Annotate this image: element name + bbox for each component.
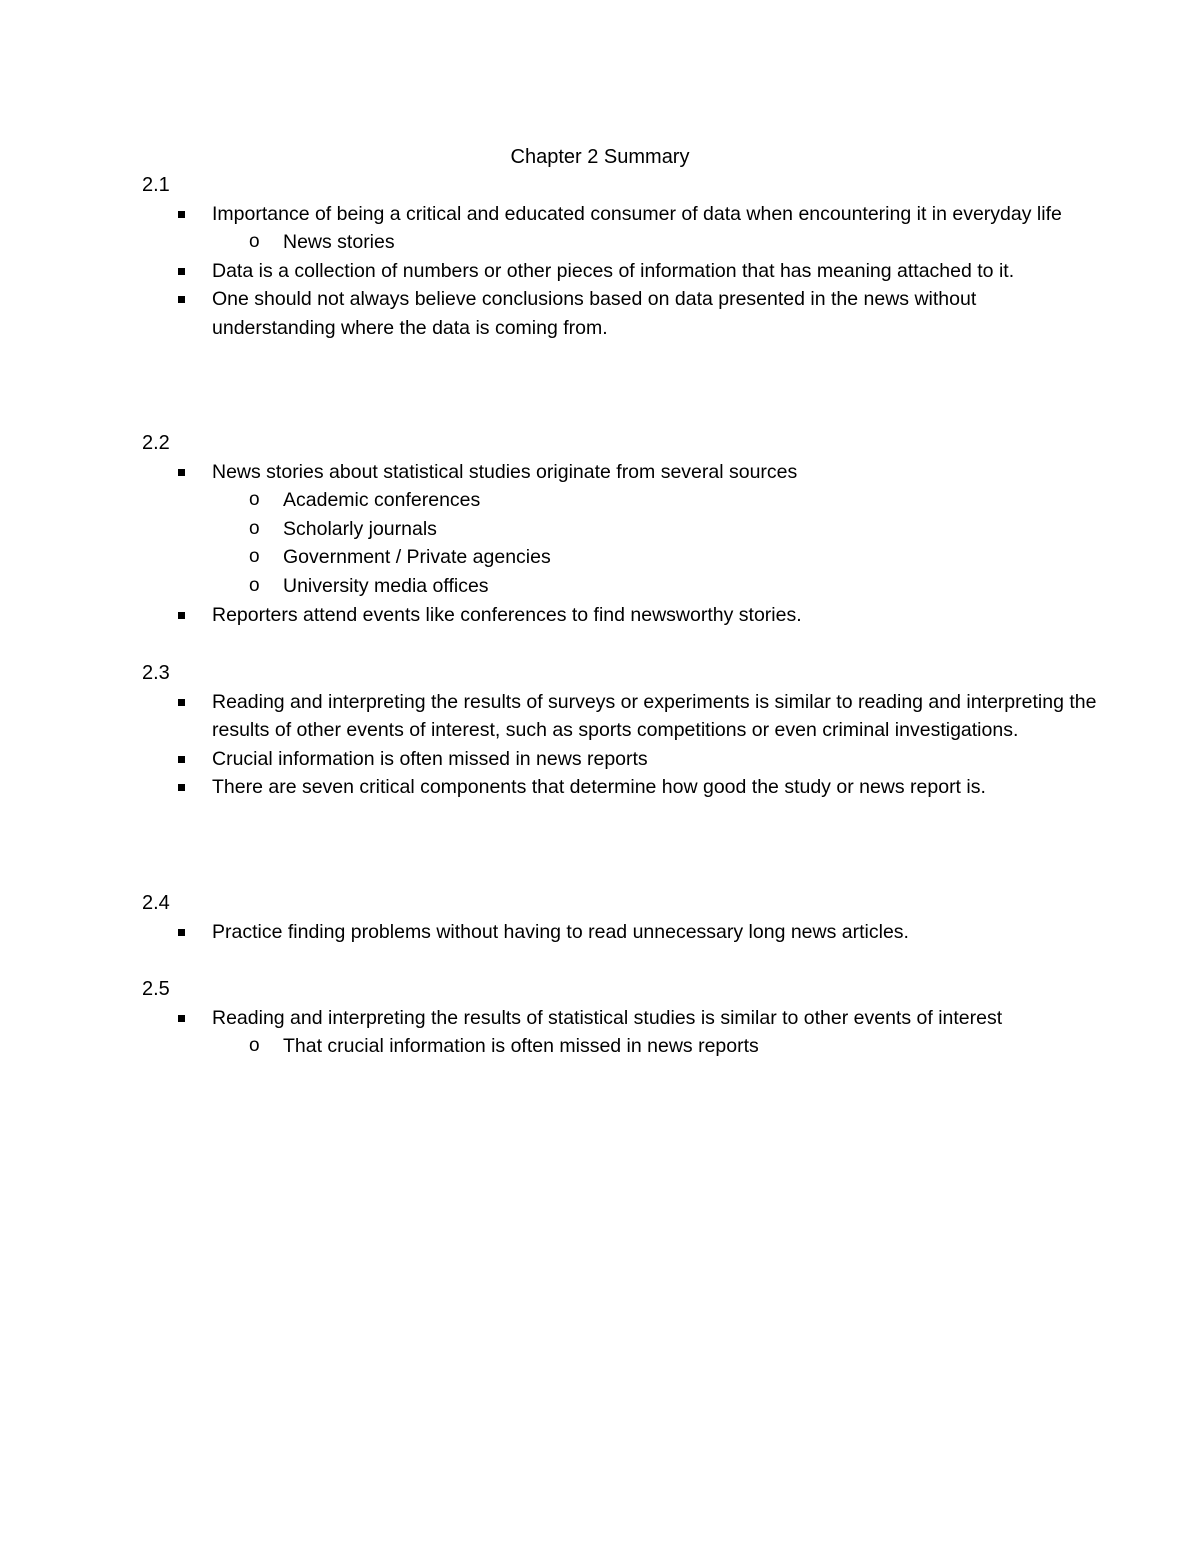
- square-bullet-icon: [178, 1004, 188, 1033]
- list-item: [212, 601, 1102, 630]
- list-item: [212, 688, 1102, 745]
- list-item-text: Importance of being a critical and educated consumer of data when encountering it in everyday life: [212, 202, 1062, 225]
- circle-bullet-icon: o: [249, 1035, 260, 1057]
- section-2-3: [142, 659, 1102, 802]
- square-bullet-icon: [178, 918, 188, 947]
- section-2-2: [142, 429, 1102, 629]
- bullet-list: [142, 1004, 1102, 1061]
- list-item-text: News stories about statistical studies originate from several sources: [212, 460, 798, 483]
- circle-bullet-icon: o: [249, 517, 260, 539]
- square-bullet-icon: [178, 688, 188, 717]
- square-bullet-icon: [178, 458, 188, 487]
- sub-list-item: [249, 228, 1102, 257]
- list-item-text: Reading and interpreting the results of statistical studies is similar to other events of interest: [212, 1006, 1003, 1029]
- sub-list: [212, 486, 1102, 600]
- sub-list-item: [249, 543, 1102, 572]
- list-item: [212, 200, 1102, 257]
- circle-bullet-icon: o: [249, 574, 260, 596]
- list-item-text: Data is a collection of numbers or other pieces of information that has meaning attached to it.: [212, 259, 1015, 282]
- section-heading: 2.4: [142, 892, 170, 914]
- list-item: [212, 1004, 1102, 1061]
- section-heading: 2.1: [142, 174, 170, 196]
- sub-list-item-text: Government / Private agencies: [283, 546, 551, 569]
- sub-list-item: [249, 1032, 1102, 1061]
- square-bullet-icon: [178, 773, 188, 802]
- list-item-text: Reporters attend events like conferences to find newsworthy stories.: [212, 603, 802, 626]
- list-item: [212, 257, 1102, 286]
- list-item: [212, 458, 1102, 601]
- sub-list: [212, 228, 1102, 257]
- square-bullet-icon: [178, 601, 188, 630]
- section-heading: 2.5: [142, 978, 170, 1000]
- section-2-1: [142, 171, 1102, 343]
- list-item: [212, 745, 1102, 774]
- sub-list-item: [249, 515, 1102, 544]
- sub-list-item-text: Scholarly journals: [283, 517, 437, 540]
- sub-list-item-text: News stories: [283, 231, 395, 254]
- section-heading: 2.2: [142, 432, 170, 454]
- list-item: [212, 773, 1102, 802]
- circle-bullet-icon: o: [249, 489, 260, 511]
- square-bullet-icon: [178, 200, 188, 229]
- list-item-text: There are seven critical components that determine how good the study or news report is.: [212, 776, 986, 799]
- sub-list-item-text: Academic conferences: [283, 489, 481, 512]
- section-2-4: [142, 889, 1102, 946]
- bullet-list: [142, 458, 1102, 630]
- bullet-list: [142, 918, 1102, 947]
- bullet-list: [142, 688, 1102, 802]
- list-item: [212, 918, 1102, 947]
- list-item: [212, 285, 1102, 342]
- section-heading: 2.3: [142, 662, 170, 684]
- section-2-5: [142, 975, 1102, 1061]
- page-title: Chapter 2 Summary: [510, 146, 690, 168]
- list-item-text: One should not always believe conclusions based on data presented in the news without understanding where the data is coming from.: [212, 288, 977, 339]
- list-item-text: Crucial information is often missed in news reports: [212, 747, 648, 770]
- circle-bullet-icon: o: [249, 231, 260, 253]
- sub-list-item-text: University media offices: [283, 574, 489, 597]
- circle-bullet-icon: o: [249, 546, 260, 568]
- bullet-list: [142, 200, 1102, 343]
- list-item-text: Reading and interpreting the results of surveys or experiments is similar to reading and interpreting the results of other events of interest, such as sports competitions or even criminal investigations.: [212, 690, 1097, 742]
- list-item-text: Practice finding problems without having to read unnecessary long news articles.: [212, 920, 909, 943]
- square-bullet-icon: [178, 745, 188, 774]
- sub-list-item: [249, 486, 1102, 515]
- sub-list: [212, 1032, 1102, 1061]
- square-bullet-icon: [178, 285, 188, 314]
- sub-list-item-text: That crucial information is often missed in news reports: [283, 1035, 759, 1058]
- square-bullet-icon: [178, 257, 188, 286]
- sub-list-item: [249, 572, 1102, 601]
